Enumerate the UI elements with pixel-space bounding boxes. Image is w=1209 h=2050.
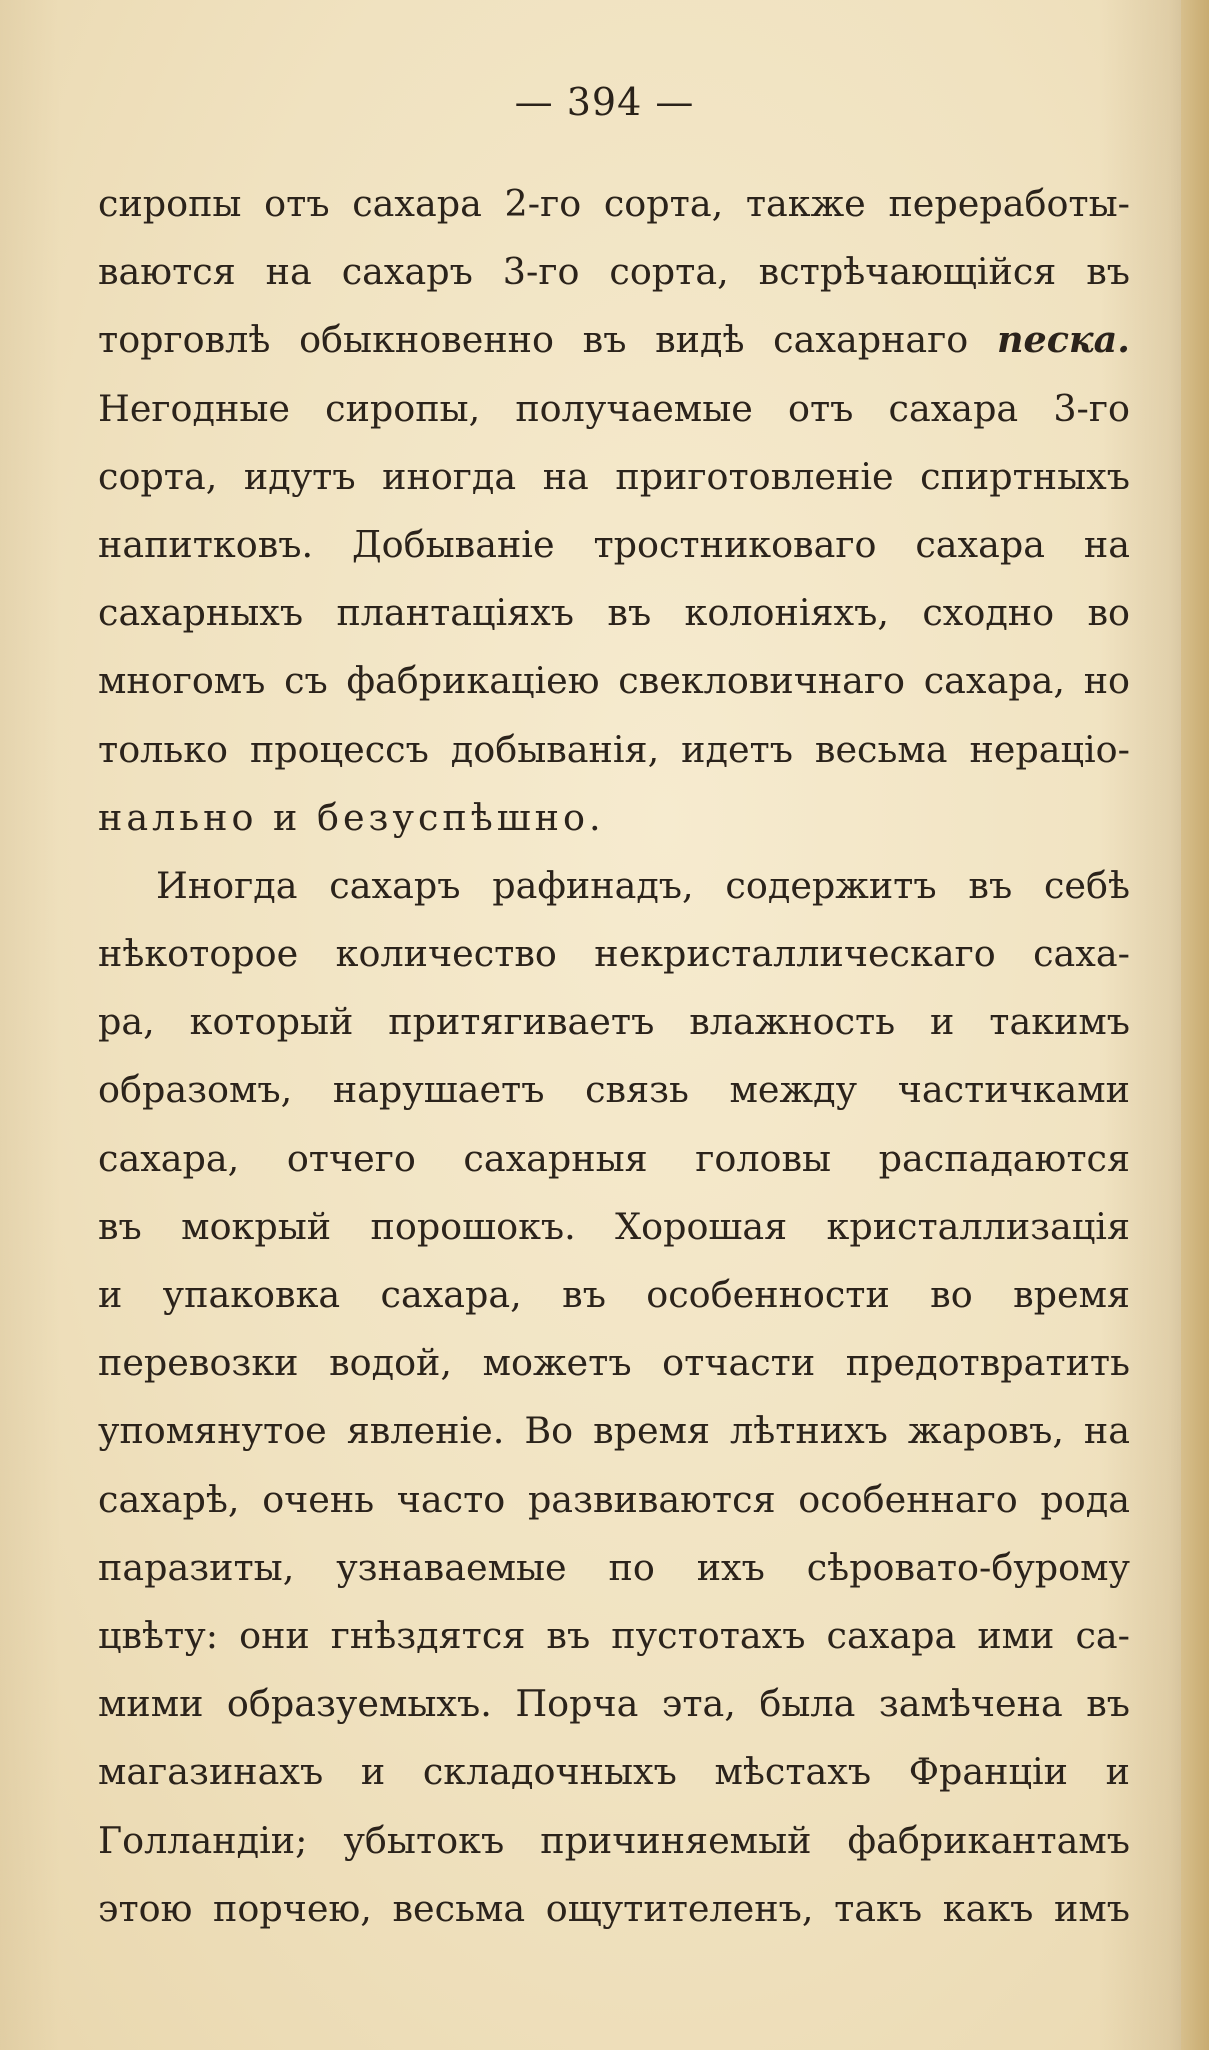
text-line: нѣкоторое количество некристаллическаго саха- xyxy=(98,932,1130,976)
text-line: магазинахъ и складочныхъ мѣстахъ Франціи и xyxy=(98,1750,1130,1794)
body-text xyxy=(98,170,1130,1943)
text-line: ра, который притягиваетъ влажность и такимъ xyxy=(98,1000,1130,1044)
text-line: и упаковка сахара, въ особенности во время xyxy=(98,1273,1130,1316)
text-line: ваются на сахаръ 3-го сорта, встрѣчающійся въ xyxy=(98,250,1130,294)
text-line: паразиты, узнаваемые по ихъ сѣровато-бурому xyxy=(98,1545,1130,1589)
text-line: въ мокрый порошокъ. Хорошая кристаллизація xyxy=(98,1204,1130,1248)
text-line: сахарныхъ плантаціяхъ въ колоніяхъ, сходно во xyxy=(98,591,1130,635)
text-line: цвѣту: они гнѣздятся въ пустотахъ сахара ими са- xyxy=(98,1613,1130,1657)
text-line: этою порчею, весьма ощутителенъ, такъ какъ имъ xyxy=(98,1886,1130,1930)
page-edge-shadow xyxy=(1181,0,1209,2050)
text-line: сорта, идутъ иногда на приготовленіе спиртныхъ xyxy=(98,454,1130,498)
text-line: многомъ съ фабрикаціею свекловичнаго сахара, но xyxy=(98,659,1130,703)
text-line: Негодные сиропы, получаемые отъ сахара 3-го xyxy=(98,386,1130,430)
text-line: сиропы отъ сахара 2-го сорта, также переработы- xyxy=(98,182,1130,225)
text-line-part: торговлѣ обыкновенно въ видѣ сахарнаго xyxy=(98,318,969,362)
text-line: сахарѣ, очень часто развиваются особеннаго рода xyxy=(98,1477,1130,1521)
text-line: только процессъ добыванія, идетъ весьма нераціо- xyxy=(98,727,1130,771)
text-line: сахара, отчего сахарныя головы распадаются xyxy=(98,1136,1130,1180)
text-line: мими образуемыхъ. Порча эта, была замѣчена въ xyxy=(98,1682,1130,1726)
text-line: напитковъ. Добываніе тростниковаго сахара на xyxy=(98,522,1130,566)
paragraph-end-line: нально и безуспѣшно. xyxy=(98,795,605,839)
text-line-with-emphasis xyxy=(98,306,1130,374)
page-number: — 394 — xyxy=(514,80,695,124)
paragraph-start-line: Иногда сахаръ рафинадъ, содержитъ въ себѣ xyxy=(156,863,1130,907)
emphasized-word: песка. xyxy=(996,318,1130,362)
text-line: образомъ, нарушаетъ связь между частичками xyxy=(98,1068,1130,1112)
text-line: перевозки водой, можетъ отчасти предотвратить xyxy=(98,1341,1130,1385)
text-line: Голландіи; убытокъ причиняемый фабрикантамъ xyxy=(98,1818,1130,1862)
text-line: упомянутое явленіе. Во время лѣтнихъ жаровъ, на xyxy=(98,1409,1130,1453)
